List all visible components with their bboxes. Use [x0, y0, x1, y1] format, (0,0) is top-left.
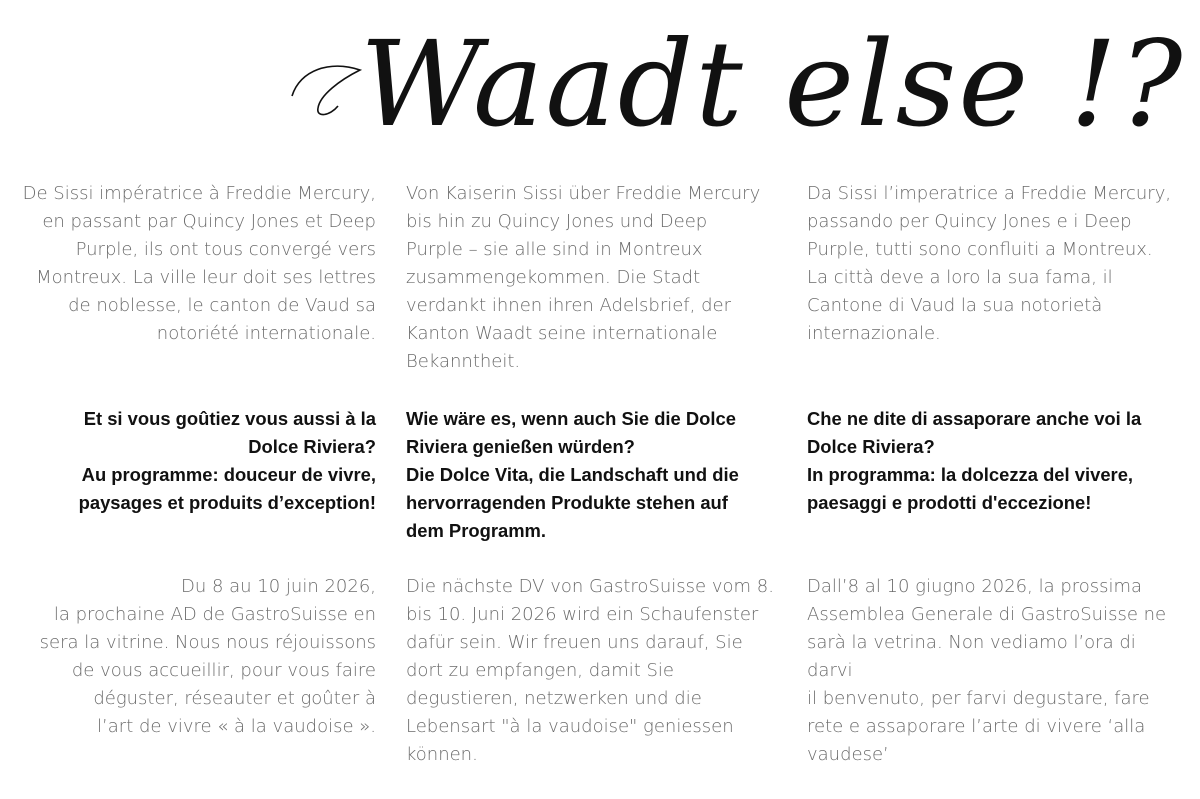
french-intro: De Sissi impératrice à Freddie Mercury, en passant par Quincy Jones et Deep Purple, ils ont tous convergé vers Montreux. La ville leur doit ses lettres de noblesse, le canton de Vaud sa notoriété internationale. [22, 183, 376, 344]
italian-intro: Da Sissi l’imperatrice a Freddie Mercury, passando per Quincy Jones e i Deep Purple, tutti sono confluiti a Montreux. La città deve a loro la sua fama, il Cantone di Vaud la sua notorietà internazionale. [807, 183, 1172, 344]
title-script [0, 0, 1200, 170]
title-area [0, 0, 1200, 170]
page-title: Waadt else !? [360, 15, 1185, 153]
title-flourish [292, 66, 360, 114]
italian-details: Dall’8 al 10 giugno 2026, la prossima Assemblea Generale di GastroSuisse ne sarà la vetrina. Non vediamo l’ora di darvi il benvenuto, per farvi degustare, fare rete e assaporare l’arte di vivere ‘alla vaudese’ [807, 576, 1167, 765]
french-details: Du 8 au 10 juin 2026, la prochaine AD de GastroSuisse en sera la vitrine. Nous nous réjouissons de vous accueillir, pour vous faire déguster, réseauter et goûter à l’art de vivre « à la vaudoise ». [39, 576, 376, 737]
german-highlight: Wie wäre es, wenn auch Sie die Dolce Riviera genießen würden? Die Dolce Vita, die Landschaft und die hervorragenden Produkte stehen auf dem Programm. [406, 408, 739, 541]
german-intro: Von Kaiserin Sissi über Freddie Mercury bis hin zu Quincy Jones und Deep Purple – sie alle sind in Montreux zusammengekommen. Die Stadt verdankt ihnen ihren Adelsbrief, der Kanton Waadt seine internationale Bekanntheit. [406, 183, 761, 372]
french-highlight: Et si vous goûtiez vous aussi à la Dolce Riviera? Au programme: douceur de vivre, paysages et produits d’exception! [78, 408, 376, 513]
german-details: Die nächste DV von GastroSuisse vom 8. bis 10. Juni 2026 wird ein Schaufenster dafür sein. Wir freuen uns darauf, Sie dort zu empfangen, damit Sie degustieren, netzwerken und die Lebensart "à la vaudoise" geniessen können. [406, 576, 774, 765]
italian-highlight: Che ne dite di assaporare anche voi la Dolce Riviera? In programma: la dolcezza del vivere, paesaggi e prodotti d'eccezione! [807, 408, 1142, 513]
